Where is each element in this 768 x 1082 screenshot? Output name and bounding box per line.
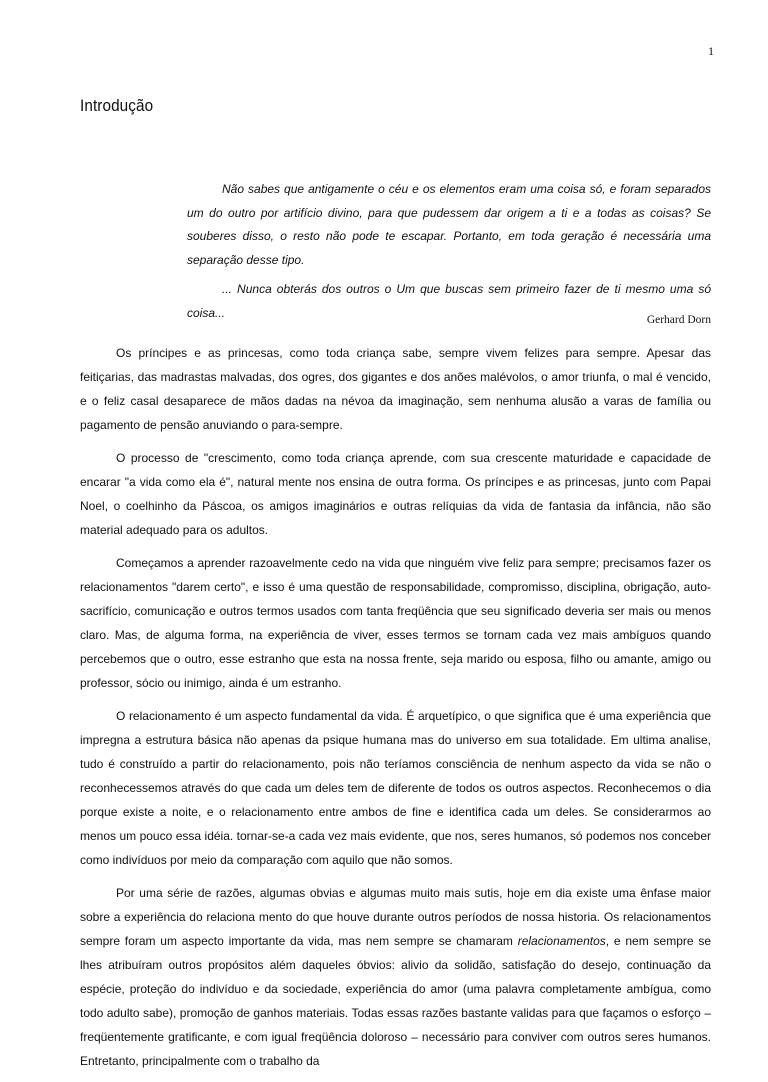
epigraph-quote-1: Não sabes que antigamente o céu e os elementos eram uma coisa só, e foram separados um do outro por artifício divino, para que pudessem dar origem a ti e a todas as coisas? Se souberes disso, o resto não pode te escapar. Portanto, em toda geração é necessária uma separação desse tipo.: [187, 182, 711, 267]
epigraph: [187, 178, 711, 325]
paragraph-2: O processo de "crescimento, como toda criança aprende, com sua crescente maturidade e capacidade de encarar "a vida como ela é", natural mente nos ensina de outra forma. Os príncipes e as princesas, junto com Papai Noel, o coelhinho da Páscoa, os amigos imaginários e outras relíquias da vida de fantasia da infância, não são material adequado para os adultos.: [80, 451, 711, 537]
paragraph-3: Começamos a aprender razoavelmente cedo na vida que ninguém vive feliz para sempre; precisamos fazer os relacionamentos "darem certo", e isso é uma questão de responsabilidade, compromisso, disciplina, obrigação, auto-sacrifício, comunicação e outros termos usados com tanta freqüência que seu significado deveria ser mais ou menos claro. Mas, de alguma forma, na experiência de viver, esses termos se tornam cada vez mais ambíguos quando percebemos que o outro, esse estranho que esta na nossa frente, seja marido ou esposa, filho ou amante, amigo ou professor, sócio ou inimigo, ainda é um estranho.: [80, 556, 711, 690]
paragraph-4: O relacionamento é um aspecto fundamental da vida. É arquetípico, o que significa que é uma experiência que impregna a estrutura básica não apenas da psique humana mas do universo em sua totalidade. Em ultima analise, tudo é construído a partir do relacionamento, pois não teríamos consciência de nenhum aspecto da vida se não o reconhecessemos através do que cada um deles tem de diferente de todos os outros aspectos. Reconhecemos o dia porque existe a noite, e o relacionamento entre ambos de fine e identifica cada um deles. Se considerarmos ao menos um pouco essa idéia. tornar-se-a cada vez mais evidente, que nos, seres humanos, só podemos nos conceber como indivíduos por meio da comparação com aquilo que não somos.: [80, 709, 711, 867]
epigraph-author: Gerhard Dorn: [646, 314, 711, 326]
paragraph-5-text-start: Por uma série de razões, algumas obvias e algumas muito mais sutis, hoje em dia existe uma ênfase maior sobre a experiência do relaciona mento do que houve durante outros períodos de nossa historia. Os relacionamentos sempre foram um aspecto importante da vida, mas nem sempre se chamaram: [80, 886, 711, 948]
epigraph-quote-2: ... Nunca obterás dos outros o Um que buscas sem primeiro fazer de ti mesmo uma só coisa...: [187, 282, 711, 320]
chapter-heading: Introdução: [80, 96, 154, 115]
paragraph-1: Os príncipes e as princesas, como toda criança sabe, sempre vivem felizes para sempre. Apesar das feitiçarias, das madrastas malvadas, dos ogres, dos gigantes e dos anões malévolos, o amor triunfa, o mal é vencido, e o feliz casal desaparece de mãos dadas na névoa da imaginação, sem nenhuma alusão a varas de família ou pagamento de pensão anuviando o para-sempre.: [80, 346, 711, 432]
paragraph-5-italic-term: relacionamentos: [517, 934, 606, 948]
page-number: 1: [708, 44, 714, 58]
paragraph-5: [80, 881, 711, 1073]
paragraph-5-text-end: , e nem sempre se lhes atribuíram outros propósitos além daqueles óbvios: alivio da solidão, satisfação do desejo, continuação da espécie, proteção do indivíduo e da sociedade, experiência do amor (uma palavra completamente ambígua, como todo adulto sabe), promoção de ganhos materiais. Todas essas razões bastante validas para que façamos o esforço – freqüentemente gratificante, e com igual freqüência doloroso – necessário para conviver com outros seres humanos. Entretanto, principalmente com o trabalho da: [80, 934, 712, 1068]
body-text: [80, 341, 711, 1082]
